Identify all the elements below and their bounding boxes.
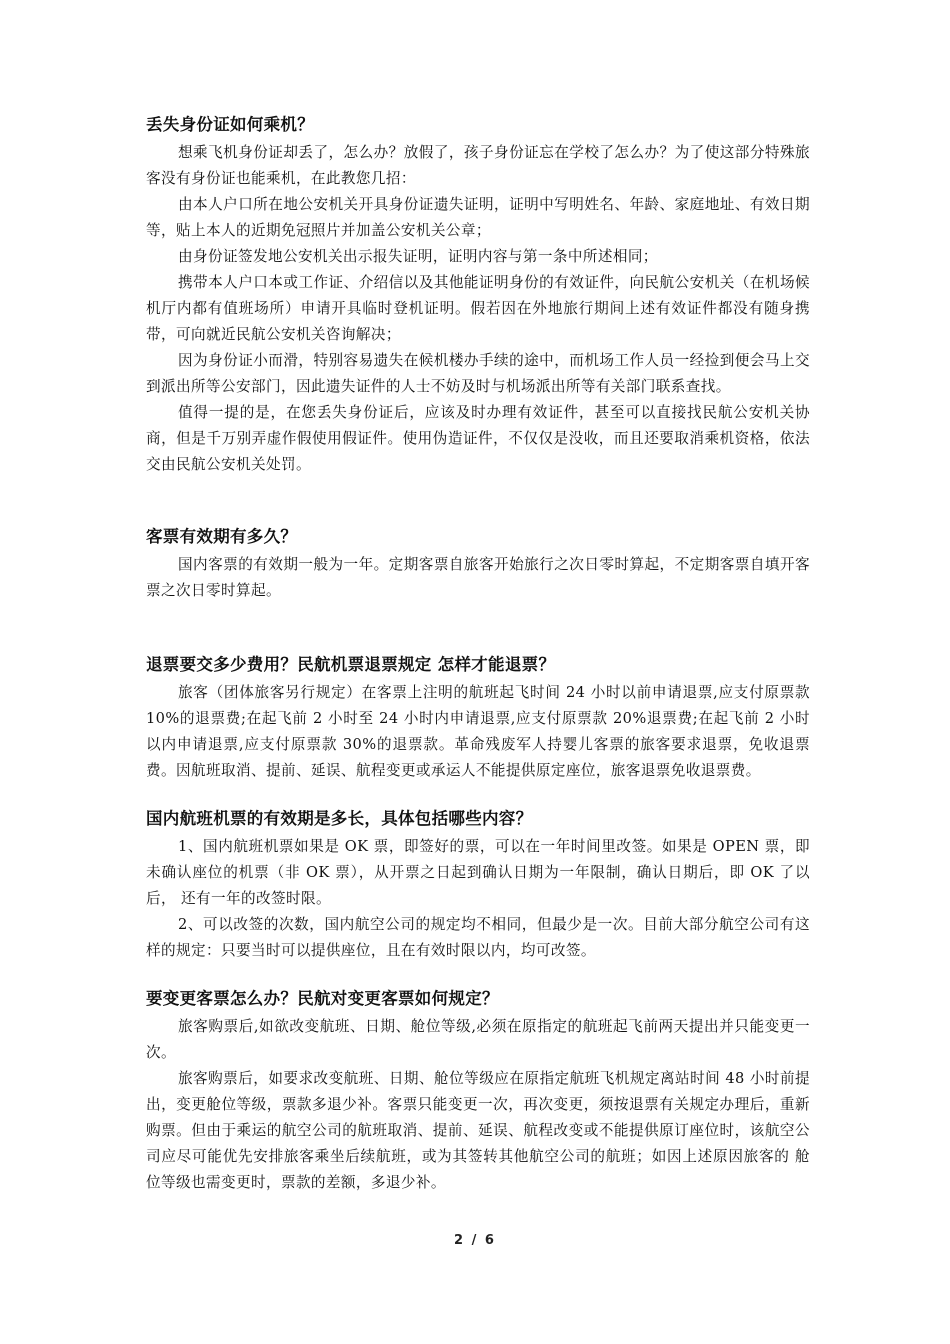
paragraph: 携带本人户口本或工作证、介绍信以及其他能证明身份的有效证件，向民航公安机关（在机场候机厅内都有值班场所）申请开具临时登机证明。假若因在外地旅行期间上述有效证件都没有随身携带，可向就近民航公安机关咨询解决； <box>146 274 810 343</box>
paragraph: 因为身份证小而滑，特别容易遗失在候机楼办手续的途中，而机场工作人员一经捡到便会马上交到派出所等公安部门，因此遗失证件的人士不妨及时与机场派出所等有关部门联系查找。 <box>146 352 810 395</box>
document-body <box>146 112 810 1196</box>
section-ticket-validity <box>146 524 810 604</box>
paragraph: 旅客购票后，如要求改变航班、日期、舱位等级应在原指定航班飞机规定离站时间 48 小时前提出，变更舱位等级，票款多退少补。客票只能变更一次，再次变更，须按退票有关规定办理后，重新购票。但由于乘运的航空公司的航班取消、提前、延误、航程改变或不能提供原订座位时，该航空公司应尽可能优先安排旅客乘坐后续航班，或为其签转其他航空公司的航班；如因上述原因旅客的 舱位等级也需变更时，票款的差额，多退少补。 <box>146 1070 810 1191</box>
section-heading: 丢失身份证如何乘机？ <box>146 115 314 134</box>
paragraph: 2、可以改签的次数，国内航空公司的规定均不相同，但最少是一次。目前大部分航空公司有这样的规定：只要当时可以提供座位，且在有效时限以内，均可改签。 <box>146 916 810 959</box>
paragraph: 值得一提的是，在您丢失身份证后，应该及时办理有效证件，甚至可以直接找民航公安机关协商，但是千万别弄虚作假使用假证件。使用伪造证件，不仅仅是没收，而且还要取消乘机资格，依法交由民航公安机关处罚。 <box>146 404 810 473</box>
paragraph: 旅客购票后,如欲改变航班、日期、舱位等级,必须在原指定的航班起飞前两天提出并只能变更一次。 <box>146 1018 810 1061</box>
paragraph: 国内客票的有效期一般为一年。定期客票自旅客开始旅行之次日零时算起，不定期客票自填开客票之次日零时算起。 <box>146 556 810 599</box>
section-ticket-change <box>146 986 810 1196</box>
paragraph: 由身份证签发地公安机关出示报失证明，证明内容与第一条中所述相同； <box>178 248 658 265</box>
section-heading: 退票要交多少费用？民航机票退票规定 怎样才能退票？ <box>146 655 556 674</box>
paragraph: 旅客（团体旅客另行规定）在客票上注明的航班起飞时间 24 小时以前申请退票,应支付原票款 10%的退票费;在起飞前 2 小时至 24 小时内申请退票,应支付原票款 20%退票费;在起飞前 2 小时以内申请退票,应支付原票款 30%的退票款。革命残废军人持婴儿客票的旅客要求退票，免收退票费。因航班取消、提前、延误、航程变更或承运人不能提供原定座位，旅客退票免收退票费。 <box>146 684 810 779</box>
page-number: 2 / 6 <box>454 1233 496 1248</box>
paragraph: 1、国内航班机票如果是 OK 票，即签好的票，可以在一年时间里改签。如果是 OPEN 票，即未确认座位的机票（非 OK 票），从开票之日起到确认日期为一年限制，确认日期后，即 OK 了以后， 还有一年的改签时限。 <box>146 838 810 907</box>
paragraph: 想乘飞机身份证却丢了，怎么办？放假了，孩子身份证忘在学校了怎么办？为了使这部分特殊旅客没有身份证也能乘机，在此教您几招： <box>146 144 810 187</box>
section-heading: 客票有效期有多久？ <box>146 527 298 546</box>
section-refund-fees <box>146 652 810 784</box>
section-heading: 国内航班机票的有效期是多长，具体包括哪些内容？ <box>146 809 533 828</box>
section-heading: 要变更客票怎么办？民航对变更客票如何规定？ <box>146 989 499 1008</box>
section-lost-id-card <box>146 112 810 478</box>
paragraph: 由本人户口所在地公安机关开具身份证遗失证明，证明中写明姓名、年龄、家庭地址、有效日期等，贴上本人的近期免冠照片并加盖公安机关公章； <box>146 196 810 239</box>
section-domestic-ticket-validity <box>146 806 810 964</box>
